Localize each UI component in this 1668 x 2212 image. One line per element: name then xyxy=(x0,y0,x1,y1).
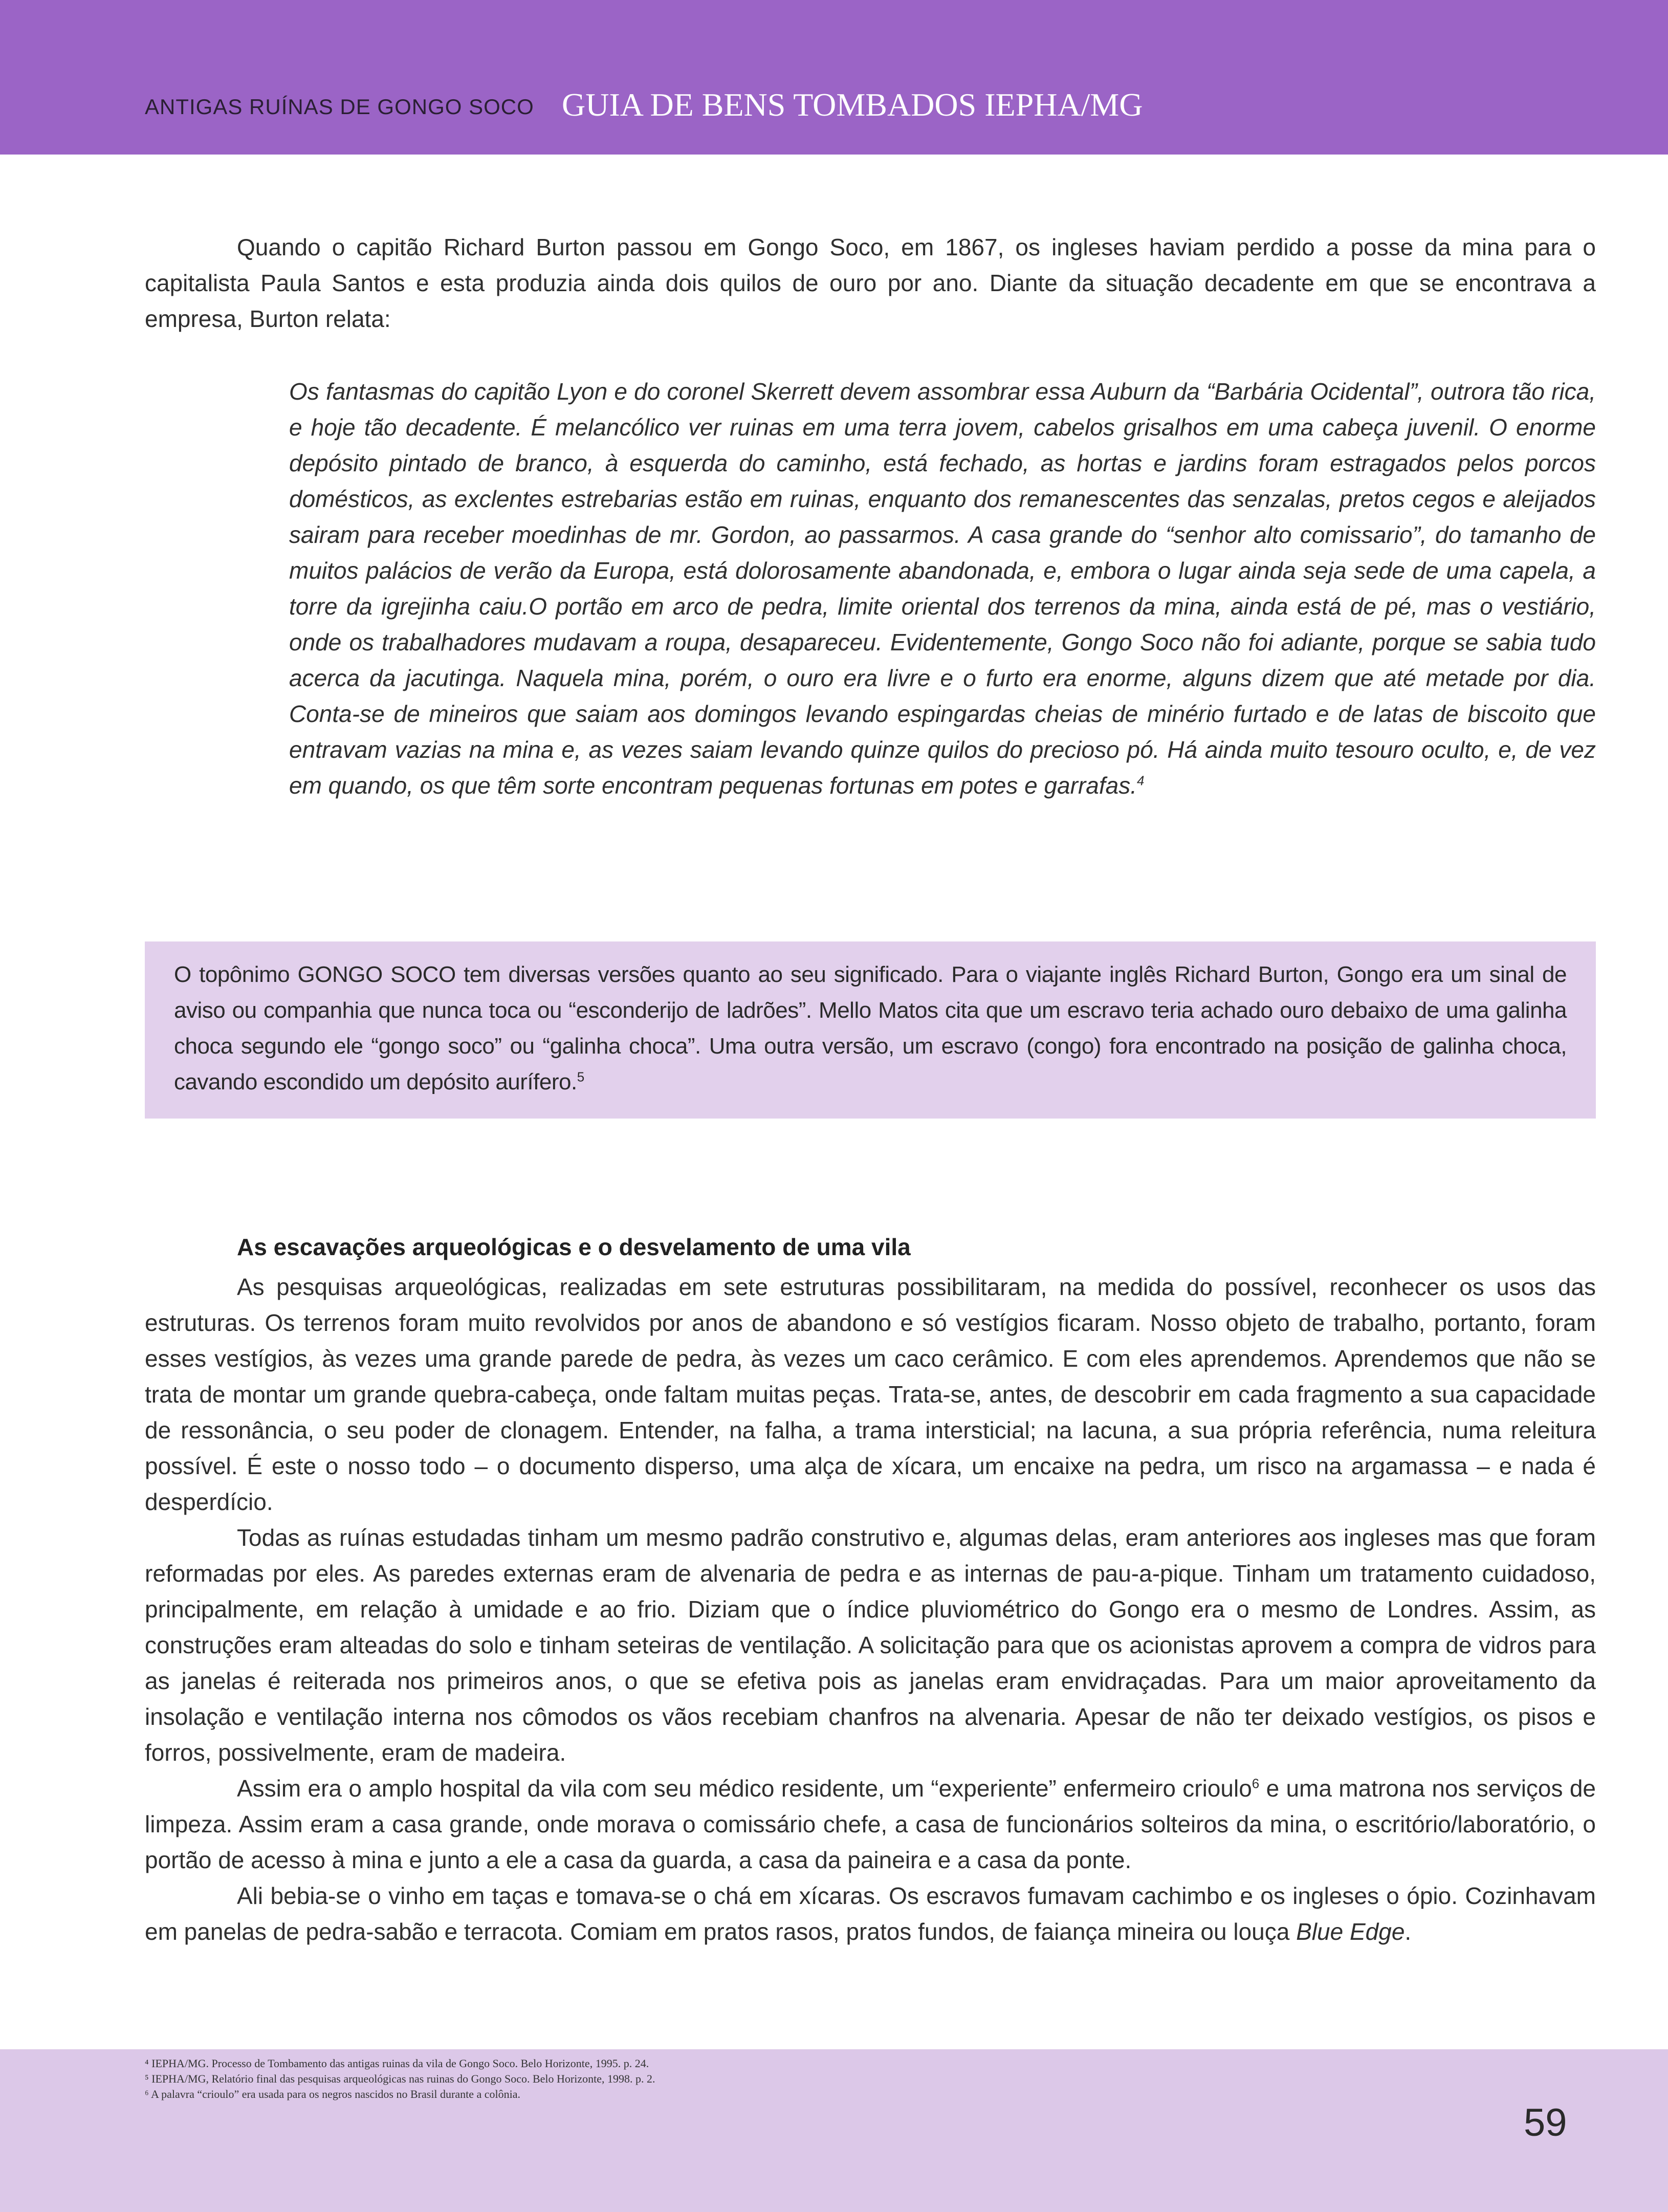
block-quote xyxy=(289,374,1596,803)
intro-paragraph: Quando o capitão Richard Burton passou em Gongo Soco, em 1867, os ingleses haviam perdido a posse da mina para o capitalista Paula Santos e esta produzia ainda dois quilos de ouro por ano. Diante da situação decadente em que se encontrava a empresa, Burton relata: xyxy=(145,234,1596,332)
header-band xyxy=(0,0,1668,155)
footnote-5: ⁵ IEPHA/MG, Relatório final das pesquisas arqueológicas nas ruinas do Gongo Soco. Belo Horizonte, 1998. p. 2. xyxy=(145,2072,655,2085)
paragraph-text: e uma matrona nos serviços de limpeza. Assim eram a casa grande, onde morava o comissário chefe, a casa de funcionários solteiros da mina, o escritório/laboratório, o portão de acesso à mina e junto a ele a casa da guarda, a casa da paineira e a casa da ponte. xyxy=(145,1775,1596,1873)
paragraph-text: Ali bebia-se o vinho em taças e tomava-se o chá em xícaras. Os escravos fumavam cachimbo e os ingleses o ópio. Cozinhavam em panelas de pedra-sabão e terracota. Comiam em pratos rasos, pratos fundos, de faiança mineira ou louça xyxy=(145,1882,1596,1945)
italic-term: Blue Edge xyxy=(1296,1918,1405,1945)
footnotes xyxy=(145,2056,1373,2102)
quote-paragraph xyxy=(289,374,1596,803)
footnote-ref-5: 5 xyxy=(577,1069,584,1085)
section-body xyxy=(145,1269,1596,1950)
footnote-6: ⁶ A palavra “crioulo” era usada para os negros nascidos no Brasil durante a colônia. xyxy=(145,2088,521,2100)
callout-box xyxy=(145,941,1596,1119)
footnote-4: ⁴ IEPHA/MG. Processo de Tombamento das antigas ruinas da vila de Gongo Soco. Belo Horizonte, 1995. p. 24. xyxy=(145,2057,649,2070)
page-number: 59 xyxy=(1524,2101,1567,2144)
paragraph-text: . xyxy=(1404,1918,1412,1945)
callout-text: O topônimo GONGO SOCO tem diversas versões quanto ao seu significado. Para o viajante inglês Richard Burton, Gongo era um sinal de aviso ou companhia que nunca toca ou “esconderijo de ladrões”. Mello Matos cita que um escravo teria achado ouro debaixo de uma galinha choca segundo ele “gongo soco” ou “galinha choca”. Uma outra versão, um escravo (congo) fora encontrado na posição de galinha choca, cavando escondido um depósito aurífero. xyxy=(174,962,1567,1094)
callout-paragraph xyxy=(174,957,1567,1100)
section-paragraph-2: Todas as ruínas estudadas tinham um mesmo padrão construtivo e, algumas delas, eram anteriores aos ingleses mas que foram reformadas por eles. As paredes externas eram de alvenaria de pedra e as internas de pau-a-pique. Tinham um tratamento cuidadoso, principalmente, em relação à umidade e ao frio. Diziam que o índice pluviométrico do Gongo era o mesmo de Londres. Assim, as construções eram alteadas do solo e tinham seteiras de ventilação. A solicitação para que os acionistas aprovem a compra de vidros para as janelas é reiterada nos primeiros anos, o que se efetiva pois as janelas eram envidraçadas. Para um maior aproveitamento da insolação e ventilação interna nos cômodos os vãos recebiam chanfros na alvenaria. Apesar de não ter deixado vestígios, os pisos e forros, possivelmente, eram de madeira. xyxy=(145,1524,1596,1766)
footnote-ref-4: 4 xyxy=(1137,773,1145,789)
section-paragraph-3 xyxy=(145,1770,1596,1878)
section-paragraph-4 xyxy=(145,1878,1596,1950)
section-title: ANTIGAS RUÍNAS DE GONGO SOCO xyxy=(145,95,534,119)
intro-block xyxy=(145,229,1596,337)
section-paragraph-1: As pesquisas arqueológicas, realizadas em sete estruturas possibilitaram, na medida do possível, reconhecer os usos das estruturas. Os terrenos foram muito revolvidos por anos de abandono e só vestígios ficaram. Nosso objeto de trabalho, portanto, foram esses vestígios, às vezes uma grande parede de pedra, às vezes um caco cerâmico. E com eles aprendemos. Aprendemos que não se trata de montar um grande quebra-cabeça, onde faltam muitas peças. Trata-se, antes, de descobrir em cada fragmento a sua capacidade de ressonância, o seu poder de clonagem. Entender, na falha, a trama intersticial; na lacuna, a sua própria referência, numa releitura possível. É este o nosso todo – o documento disperso, uma alça de xícara, um encaixe na pedra, um risco na argamassa – e nada é desperdício. xyxy=(145,1274,1596,1515)
paragraph-text: Assim era o amplo hospital da vila com seu médico residente, um “experiente” enfermeiro crioulo xyxy=(237,1775,1252,1802)
quote-text: Os fantasmas do capitão Lyon e do coronel Skerrett devem assombrar essa Auburn da “Barbária Ocidental”, outrora tão rica, e hoje tão decadente. É melancólico ver ruinas em uma terra jovem, cabelos grisalhos em uma cabeça juvenil. O enorme depósito pintado de branco, à esquerda do caminho, está fechado, as hortas e jardins foram estragados pelos porcos domésticos, as exclentes estrebarias estão em ruinas, enquanto dos remanescentes das senzalas, pretos cegos e aleijados sairam para receber moedinhas de mr. Gordon, ao passarmos. A casa grande do “senhor alto comissario”, do tamanho de muitos palácios de verão da Europa, está dolorosamente abandonada, e, embora o lugar ainda seja sede de uma capela, a torre da igrejinha caiu.O portão em arco de pedra, limite oriental dos terrenos da mina, ainda está de pé, mas o vestiário, onde os trabalhadores mudavam a roupa, desapareceu. Evidentemente, Gongo Soco não foi adiante, porque se sabia tudo acerca da jacutinga. Naquela mina, porém, o ouro era livre e o furto era enorme, alguns dizem que até metade por dia. Conta-se de mineiros que saiam aos domingos levando espingardas cheias de minério furtado e de latas de biscoito que entravam vazias na mina e, as vezes saiam levando quinze quilos do precioso pó. Há ainda muito tesouro oculto, e, de vez em quando, os que têm sorte encontram pequenas fortunas em potes e garrafas. xyxy=(289,378,1596,799)
section-heading: As escavações arqueológicas e o desvelamento de uma vila xyxy=(237,1234,911,1260)
guide-title: GUIA DE BENS TOMBADOS IEPHA/MG xyxy=(562,86,1143,123)
footnote-ref-6: 6 xyxy=(1252,1776,1260,1791)
